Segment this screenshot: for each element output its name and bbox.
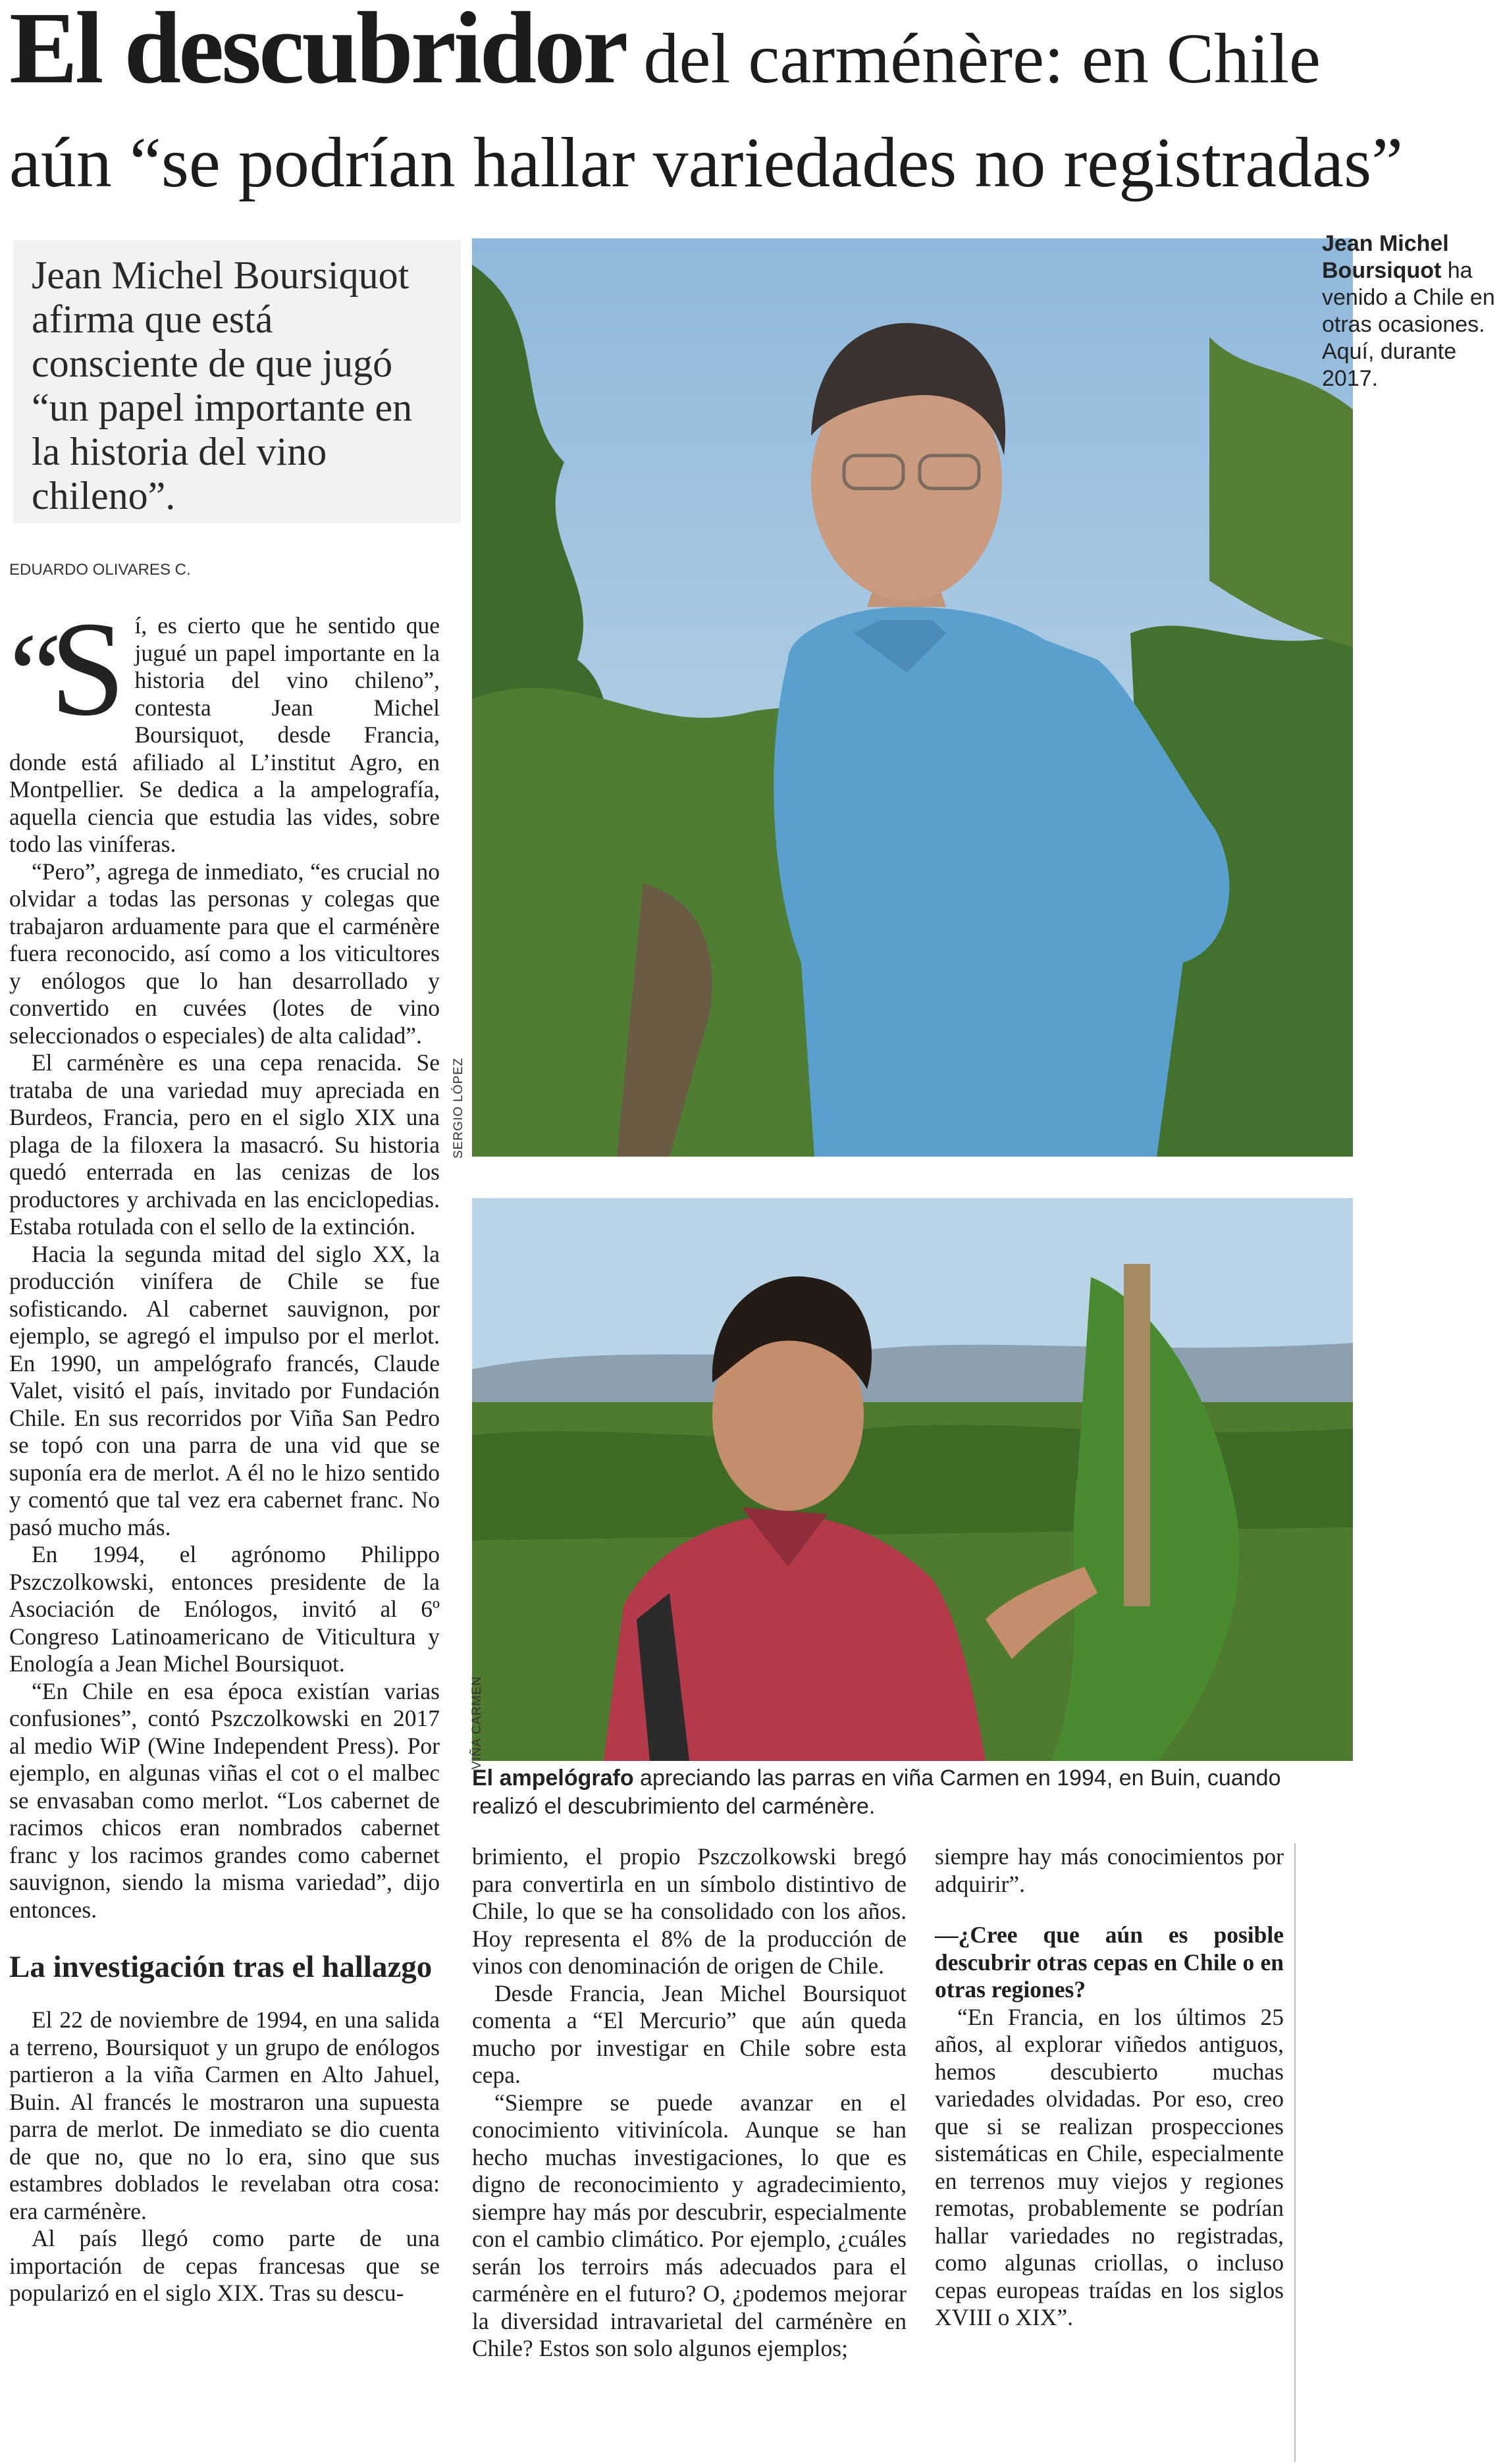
paragraph: Al país llegó como parte de una importación de cepas francesas que se popularizó en el siglo XIX. Tras su descu-: [9, 2225, 440, 2306]
paragraph: El 22 de noviembre de 1994, en una salida a terreno, Boursiquot y un grupo de enólogos partieron a la viña Carmen en Alto Jahuel, Buin. Al francés le mostraron una supuesta parra de merlot. De inmediato se dio cuenta de que no, que no lo era, sino que sus estambres doblados le revelaban otra cosa: era carménère.: [9, 2006, 440, 2224]
caption-2-strong: El ampelógrafo: [472, 1766, 634, 1791]
caption-photo-2: [472, 1764, 1321, 1821]
paragraph: “En Francia, en los últimos 25 años, al explorar viñedos antiguos, hemos descubierto muchas variedades olvidadas. Por eso, creo que si se realizan prospecciones sistemáticas en Chile, especialmente en terrenos muy viejos y regiones remotas, probablemente se podrían hallar variedades no registradas, como algunas criollas, o incluso cepas europeas traídas en los siglos XVIII o XIX”.: [935, 2003, 1284, 2330]
headline-line2: aún “se podrían hallar variedades no registradas”: [9, 124, 1404, 202]
caption-2-rest: apreciando las parras en viña Carmen en 1994, en Buin, cuando realizó el descubrimiento del carménère.: [472, 1766, 1281, 1819]
photo-boursiquot-1994: [472, 1198, 1353, 1761]
lead-box: [13, 240, 461, 523]
section-subhead: La investigación tras el hallazgo: [9, 1950, 433, 1984]
interview-question: —¿Cree que aún es posible descubrir otras cepas en Chile o en otras regiones?: [935, 1922, 1284, 2003]
photo-boursiquot-1994-image: [472, 1198, 1353, 1761]
photo-boursiquot-2017-image: [472, 238, 1353, 1157]
photo-credit-1: SERGIO LÓPEZ: [452, 1057, 465, 1159]
paragraph: “Siempre se puede avanzar en el conocimiento vitivinícola. Aunque se han hecho muchas investigaciones, lo que es digno de reconocimiento y agradecimiento, siempre hay más por descubrir, especialmente con el cambio climático. Por ejemplo, ¿cuáles serán los terroirs más adecuados para el carménère en el futuro? O, ¿podemos mejorar la diversidad intravarietal del carménère en Chile? Estos son solo algunos ejemplos;: [472, 2089, 907, 2361]
paragraph: “En Chile en esa época existían varias confusiones”, contó Pszczolkowski en 2017 al medio WiP (Wine Independent Press). Por ejemplo, en algunas viñas el cot o el malbec se envasaban como merlot. “Los cabernet de racimos chicos eran nombrados cabernet franc y los racimos grandes como cabernet sauvignon, siendo la misma variedad”, dijo entonces.: [9, 1677, 440, 1923]
caption-1-rest: ha venido a Chile en otras ocasiones. Aquí, durante 2017.: [1322, 258, 1495, 391]
byline: EDUARDO OLIVARES C.: [9, 561, 191, 579]
paragraph: brimiento, el propio Pszczolkowski bregó para convertirla en un símbolo distintivo de Chile, lo que se ha consolidado con los años. Hoy representa el 8% de la producción de vinos con denominación de origen de Chile.: [472, 1843, 907, 1979]
paragraph: Desde Francia, Jean Michel Boursiquot comenta a “El Mercurio” que aún queda mucho por investigar en Chile sobre esta cepa.: [472, 1979, 907, 2088]
headline-bold: El descubridor: [9, 0, 626, 105]
headline-light: del carménère: en Chile: [625, 20, 1321, 98]
body-column-1: [9, 593, 440, 2307]
paragraph: “Pero”, agrega de inmediato, “es crucial no olvidar a todas las personas y colegas que trabajaron arduamente para que el carménère fuera reconocido, así como a los viticultores y enólogos que lo han desarrollado y convertido en cuvées (lotes de vino seleccionados o especiales) de alta calidad”.: [9, 858, 440, 1049]
paragraph: siempre hay más conocimientos por adquirir”.: [935, 1843, 1284, 1897]
paragraph: í, es cierto que he sentido que jugué un papel importante en la historia del vino chileno”, contesta Jean Michel Boursiquot, desde Francia, donde está afiliado al L’institut Agro, en Montpellier. Se dedica a la ampelografía, aquella ciencia que estudia las vides, sobre todo las viníferas.: [9, 612, 440, 857]
headline: [9, 0, 1497, 206]
photo-credit-2: VIÑA CARMEN: [470, 1676, 484, 1769]
photo-boursiquot-2017: [472, 238, 1353, 1157]
paragraph: En 1994, el agrónomo Philippo Pszczolkowski, entonces presidente de la Asociación de Enólogos, invitó al 6º Congreso Latinoamericano de Viticultura y Enología a Jean Michel Boursiquot.: [9, 1541, 440, 1677]
body-column-2: [472, 1843, 907, 2363]
body-column-3: [935, 1843, 1284, 2332]
paragraph: Hacia la segunda mitad del siglo XX, la producción vinífera de Chile se fue sofisticando. Al cabernet sauvignon, por ejemplo, se agregó el impulso por el merlot. En 1990, un ampelógrafo francés, Claude Valet, visitó el país, invitado por Fundación Chile. En sus recorridos por Viña San Pedro se topó con una parra de una vid que se suponía era de merlot. A él no le hizo sentido y comentó que tal vez era cabernet franc. No pasó mucho más.: [9, 1240, 440, 1540]
lead-text: Jean Michel Boursiquot afirma que está consciente de que jugó “un papel importante en la historia del vino chileno”.: [32, 253, 413, 517]
caption-1-strong: Jean Michel Boursiquot: [1322, 231, 1449, 283]
caption-photo-1: [1322, 230, 1500, 392]
paragraph: El carménère es una cepa renacida. Se trataba de una variedad muy apreciada en Burdeos, Francia, pero en el siglo XIX una plaga de la filoxera la masacró. Su historia quedó enterrada en las cenizas de los productores y archivada en las enciclopedias. Estaba rotulada con el sello de la extinción.: [9, 1049, 440, 1240]
drop-cap: “S: [9, 593, 126, 744]
column-rule: [1294, 1843, 1296, 2462]
